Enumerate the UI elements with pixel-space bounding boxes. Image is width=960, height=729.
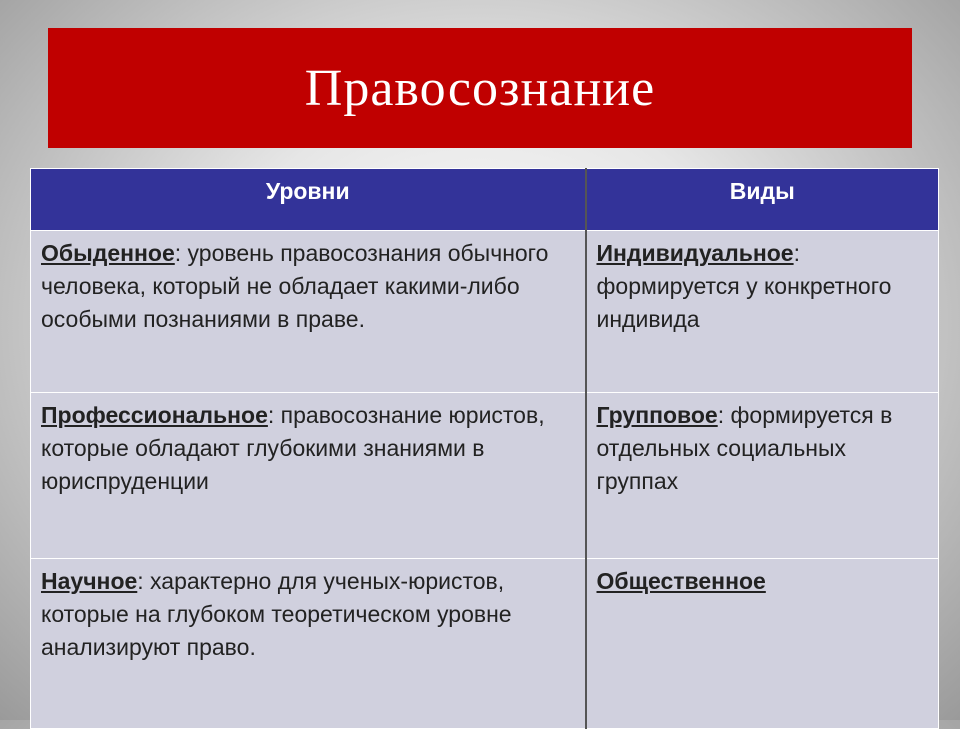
level-cell (31, 393, 586, 559)
page-title: Правосознание (304, 59, 656, 117)
level-cell (31, 231, 586, 393)
table-row (31, 393, 939, 559)
header-levels: Уровни (31, 169, 586, 231)
header-kinds: Виды (586, 169, 939, 231)
kind-term: Индивидуальное (596, 240, 794, 266)
kind-term: Общественное (596, 568, 766, 594)
kind-cell (586, 393, 939, 559)
title-banner (48, 28, 912, 148)
kind-term: Групповое (596, 402, 718, 428)
table-row (31, 231, 939, 393)
levels-kinds-table (30, 168, 939, 729)
kind-description: : формируется у конкретного индивида (596, 240, 892, 332)
level-description: : уровень правосознания обычного человека, который не обладает какими-либо особыми познаниями в праве. (41, 240, 549, 332)
level-term: Научное (41, 568, 138, 594)
level-description: : характерно для ученых-юристов, которые на глубоком теоретическом уровне анализируют право. (41, 568, 512, 660)
table-row (31, 559, 939, 729)
kind-cell (586, 231, 939, 393)
level-term: Обыденное (41, 240, 175, 266)
table-header-row (31, 169, 939, 231)
level-term: Профессиональное (41, 402, 268, 428)
kind-description: : формируется в отдельных социальных группах (596, 402, 893, 494)
level-description: : правосознание юристов, которые обладают глубокими знаниями в юриспруденции (41, 402, 545, 494)
kind-cell (586, 559, 939, 729)
level-cell (31, 559, 586, 729)
